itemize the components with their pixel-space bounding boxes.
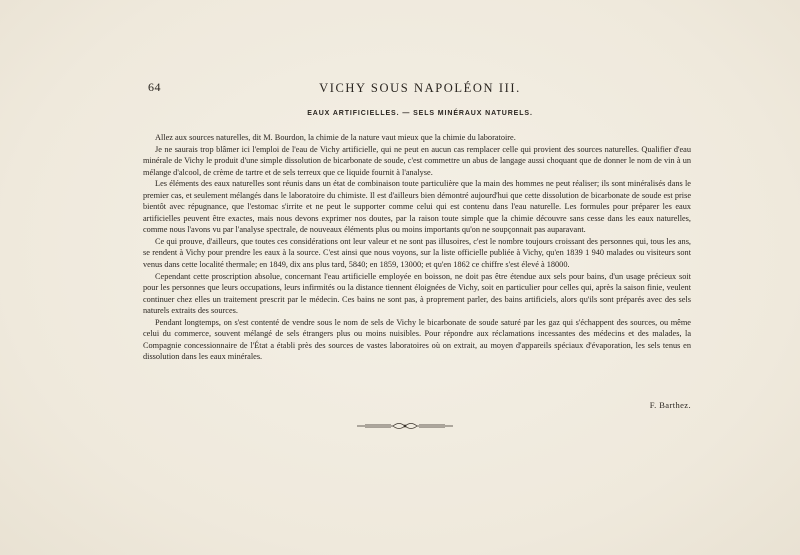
decorative-ornament <box>355 420 455 432</box>
page-number: 64 <box>148 80 161 94</box>
paragraph: Pendant longtemps, on s'est contenté de vendre sous le nom de sels de Vichy le bicarbonate de soude saturé par les gaz qui s'échappent des sources, ou même celui du commerce, souvent mélangé de sels étrangers plus ou moins nuisibles. Pour répondre aux réclamations incessantes des médecins et des malades, la Compagnie concessionnaire de l'État a établi près des sources de vastes laboratoires où on extrait, au moyen d'appareils spéciaux d'évaporation, les sels tenus en dissolution dans les eaux minérales. <box>143 317 691 362</box>
author-signature: F. Barthez. <box>649 400 691 410</box>
body-text <box>143 132 691 363</box>
paragraph: Ce qui prouve, d'ailleurs, que toutes ces considérations ont leur valeur et ne sont pas illusoires, c'est le nombre toujours croissant des personnes qui, tous les ans, se rendent à Vichy pour prendre les eaux à la source. C'est ainsi que nous voyons, sur la liste officielle publiée à Vichy, qu'en 1839 1 940 malades ou visiteurs sont venus dans cette localité thermale; en 1849, dix ans plus tard, 5840; en 1859, 13000; et qu'en 1862 ce chiffre s'est élevé à 18000. <box>143 236 691 270</box>
section-title: EAUX ARTIFICIELLES. — SELS MINÉRAUX NATURELS. <box>307 110 533 117</box>
paragraph: Je ne saurais trop blâmer ici l'emploi de l'eau de Vichy artificielle, qui ne peut en aucun cas remplacer celle qui provient des sources naturelles. Qualifier d'eau minérale de Vichy le produit d'une simple dissolution de bicarbonate de soude, c'est commettre un abus de langage aussi choquant que de donner le nom de vin à un mélange d'alcool, de crème de tartre et de sels terreux que ce liquide fournit à l'analyse. <box>143 144 691 177</box>
paragraph: Cependant cette proscription absolue, concernant l'eau artificielle employée en boisson, ne doit pas être étendue aux sels pour bains, d'un usage précieux soit pour les personnes que leurs occupations, leurs infirmités ou la distance tiennent éloignées de Vichy, soit en particulier pour celles qui, après la saison finie, veulent continuer chez elles un traitement prescrit par le médecin. Ces bains ne sont pas, à proprement parler, des bains artificiels, alors qu'ils sont préparés avec des sels naturels extraits des sources. <box>143 271 691 316</box>
running-head: VICHY SOUS NAPOLÉON III. <box>319 81 521 95</box>
paragraph: Allez aux sources naturelles, dit M. Bourdon, la chimie de la nature vaut mieux que la chimie du laboratoire. <box>155 133 516 142</box>
paragraph: Les éléments des eaux naturelles sont réunis dans un état de combinaison toute particulière que la main des hommes ne peut réaliser; ils sont minéralisés dans le premier cas, et seulement mélangés dans le laboratoire du chimiste. Il est d'ailleurs bien démontré aujourd'hui que cette dissolution de bicarbonate de soude est prise bientôt avec répugnance, que l'estomac s'irrite et ne peut le supporter comme celui qui est contenu dans l'eau naturelle. Les formules pour préparer les eaux artificielles peuvent être exactes, mais nous devons exprimer nos doutes, par la raison toute simple que la chimie découvre sans cesse dans les eaux naturelles, comme nous l'avons vu par l'analyse spectrale, de nouveaux éléments plus ou moins importants qu'on ne soupçonnait pas auparavant. <box>143 179 691 235</box>
